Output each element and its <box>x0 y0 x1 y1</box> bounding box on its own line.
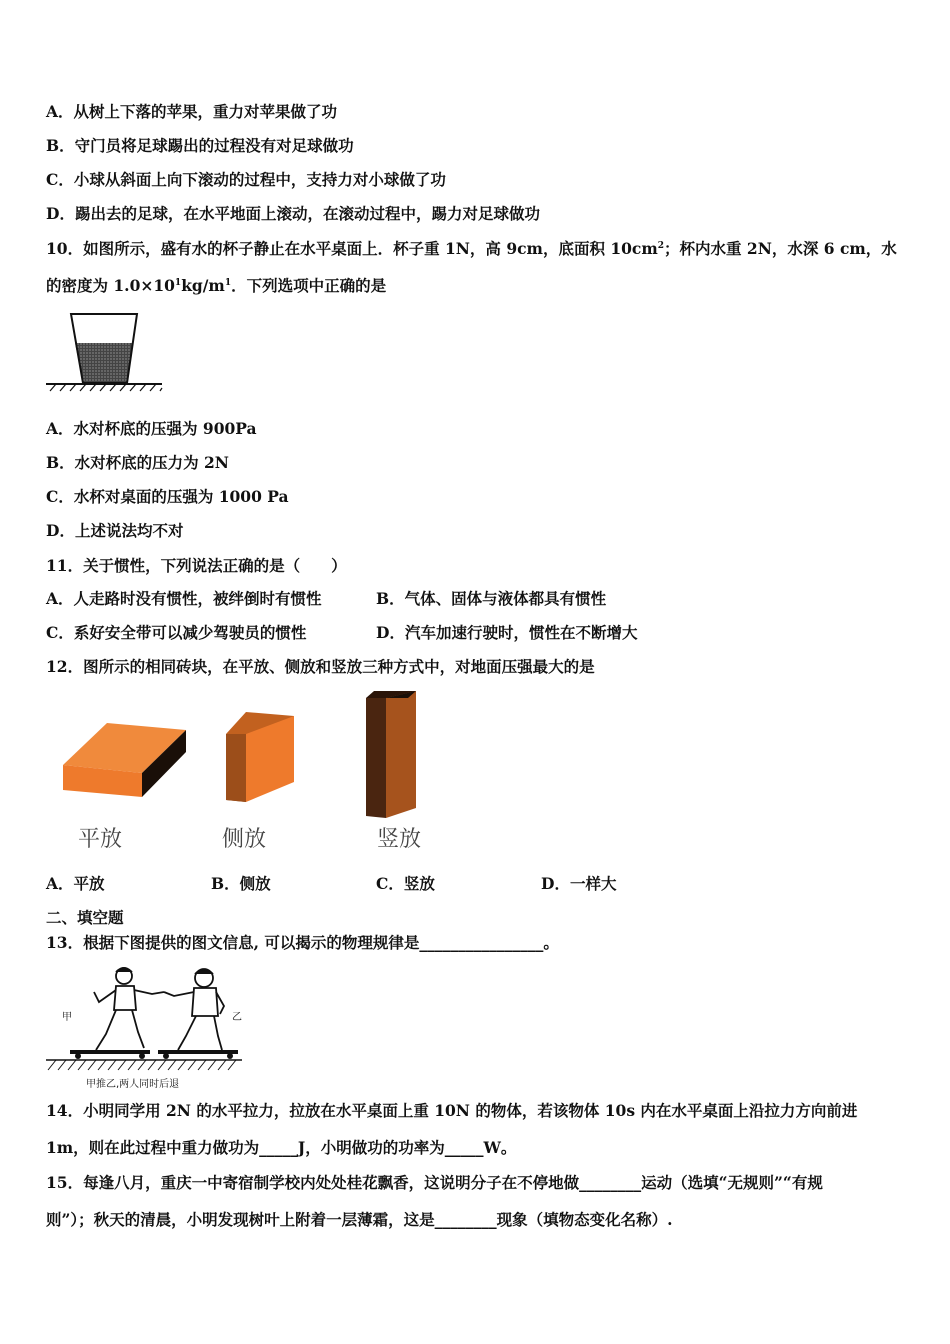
q12-stem: 12．图所示的相同砖块，在平放、侧放和竖放三种方式中，对地面压强最大的是 <box>46 657 595 676</box>
q12-option-d: D．一样大 <box>541 874 617 893</box>
figure-caption: 甲推乙,两人同时后退 <box>86 1079 180 1090</box>
section-title: 二、填空题 <box>46 908 124 927</box>
person-yi <box>164 969 224 1050</box>
label-side: 侧放 <box>222 827 267 852</box>
q15-line1: 15．每逢八月，重庆一中寄宿制学校内处处桂花飘香，这说明分子在不停地做________运动（选填“无规则”“有规 <box>46 1173 823 1192</box>
brick-flat <box>63 723 186 797</box>
person-jia <box>94 968 164 1050</box>
brick-side <box>226 712 294 802</box>
q11-option-a: A．人走路时没有惯性，被绊倒时有惯性 <box>46 589 322 608</box>
table-hatch <box>50 384 162 391</box>
q9-option-d: D．踢出去的足球，在水平地面上滚动，在滚动过程中，踢力对足球做功 <box>46 204 540 223</box>
q11-stem: 11．关于惯性，下列说法正确的是（ ） <box>46 556 347 575</box>
label-upright: 竖放 <box>377 827 422 852</box>
label-flat: 平放 <box>78 827 123 852</box>
q11-option-d: D．汽车加速行驶时，惯性在不断增大 <box>376 623 638 642</box>
q12-option-b: B．侧放 <box>211 874 271 893</box>
q10-option-c: C．水杯对桌面的压强为 1000 Pa <box>46 487 289 506</box>
q12-option-c: C．竖放 <box>376 874 435 893</box>
skaters-figure <box>44 962 244 1074</box>
ground-hatch <box>48 1060 236 1070</box>
q10-option-d: D．上述说法均不对 <box>46 521 184 540</box>
q14-line1: 14．小明同学用 2N 的水平拉力，拉放在水平桌面上重 10N 的物体，若该物体 10s 内在水平桌面上沿拉力方向前进 <box>46 1101 858 1120</box>
q10-option-a: A．水对杯底的压强为 900Pa <box>46 419 257 438</box>
label-yi: 乙 <box>232 1012 242 1023</box>
q13-stem: 13．根据下图提供的图文信息, 可以揭示的物理规律是________________。 <box>46 933 559 952</box>
skateboards <box>70 1050 238 1059</box>
water <box>75 343 133 383</box>
q9-option-a: A．从树上下落的苹果，重力对苹果做了功 <box>46 102 338 121</box>
label-jia: 甲 <box>62 1012 72 1023</box>
q10-stem-line1: 10．如图所示，盛有水的杯子静止在水平桌面上．杯子重 1N，高 9cm，底面积 $10cm^2$；杯内水重 2N，水深 6 cm，水 <box>46 239 897 258</box>
q10-stem-line2: 的密度为 $1.0\times 10^1kg/m^1$．下列选项中正确的是 <box>46 276 387 295</box>
q11-option-b: B．气体、固体与液体都具有惯性 <box>376 589 607 608</box>
q12-option-a: A．平放 <box>46 874 105 893</box>
q9-option-c: C．小球从斜面上向下滚动的过程中，支持力对小球做了功 <box>46 170 446 189</box>
brick-upright <box>366 691 416 818</box>
q15-line2: 则”）；秋天的清晨，小明发现树叶上附着一层薄霜，这是________现象（填物态变化名称）. <box>46 1210 673 1229</box>
q9-option-b: B．守门员将足球踢出的过程没有对足球做功 <box>46 136 354 155</box>
bricks-figure <box>60 690 430 830</box>
q11-option-c: C．系好安全带可以减少驾驶员的惯性 <box>46 623 307 642</box>
water-cup-figure <box>44 310 169 392</box>
q10-option-b: B．水对杯底的压力为 2N <box>46 453 229 472</box>
q14-line2: 1m，则在此过程中重力做功为_____J，小明做功的功率为_____W。 <box>46 1138 517 1157</box>
